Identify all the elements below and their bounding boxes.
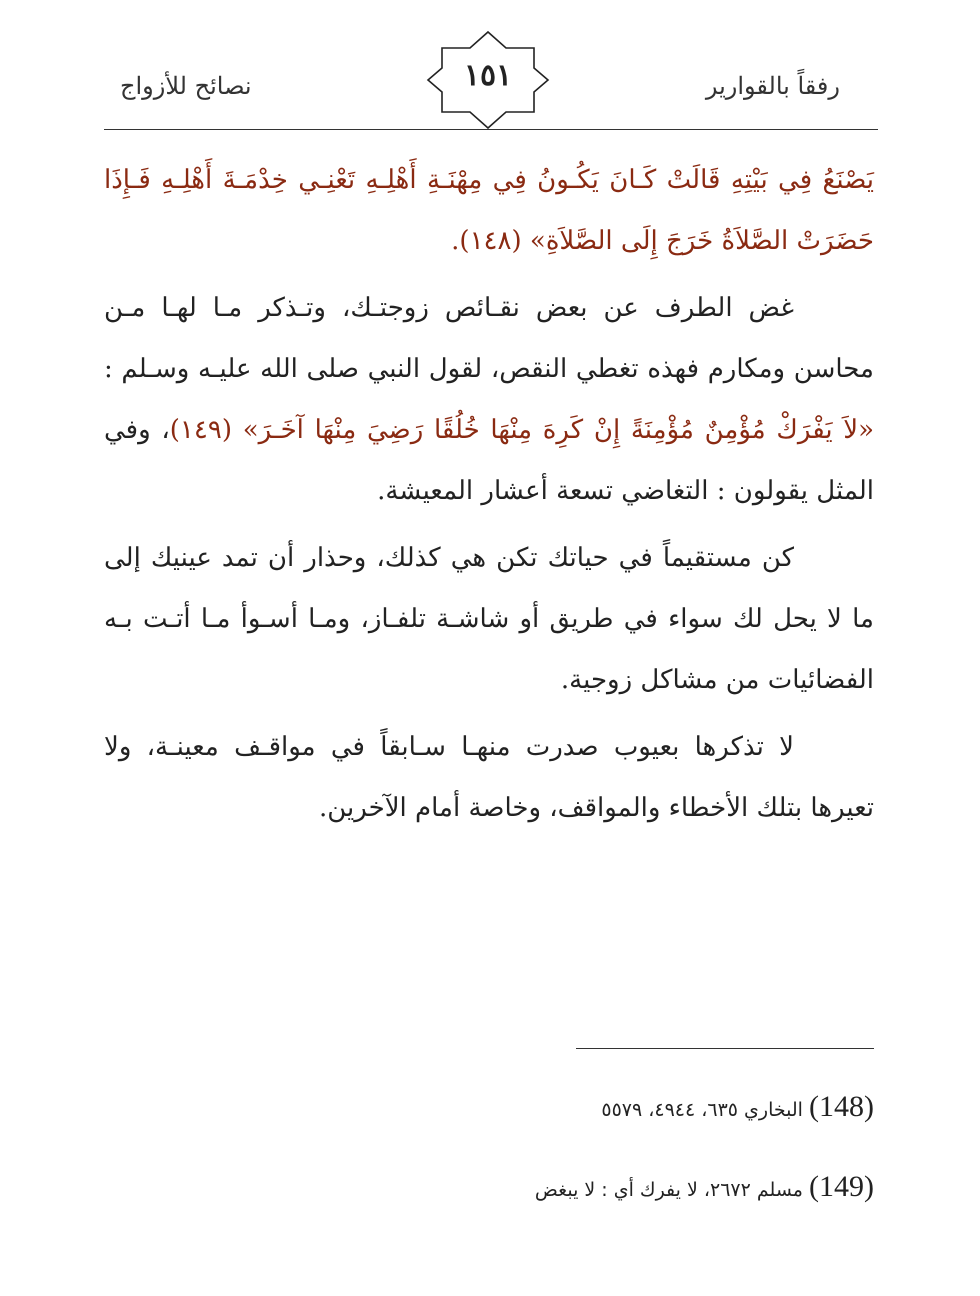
paragraph-text: ، وفي المثل يقولون : التغاضي تسعة أعشار المعيشة.: [104, 415, 874, 506]
paragraph-1: [104, 150, 874, 272]
footnote-number: (149): [809, 1170, 874, 1203]
footnote-149: [374, 1170, 874, 1204]
paragraph-4: لا تذكرها بعيوب صدرت منهـا سـابقاً في مواقـف معينـة، ولا تعيرها بتلك الأخطاء والمواقف، وخاصة أمام الآخرين.: [104, 732, 874, 823]
page-number-badge: [426, 30, 550, 130]
footnote-number: (148): [809, 1090, 874, 1123]
footnote-148: [374, 1090, 874, 1124]
header-divider: [104, 129, 878, 130]
hadith-quote: «لاَ يَفْرَكْ مُؤْمِنٌ مُؤْمِنَةً إِنْ كَرِهَ مِنْهَا خُلُقًا رَضِيَ مِنْهَا آخَـرَ»: [242, 415, 875, 445]
book-title: رفقاً بالقوارير: [705, 72, 840, 100]
paragraph-2: [104, 278, 874, 522]
hadith-quote: يَصْنَعُ فِي بَيْتِهِ قَالَتْ كَـانَ يَكُـونُ فِي مِهْنَـةِ أَهْلِـهِ تَعْنِـي خِدْمَـةَ أَهْلِـهِ فَـإِذَا حَضَرَتْ الصَّلاَةُ خَرَجَ إِلَى الصَّلاَةِ»: [104, 165, 874, 256]
footnote-text: البخاري ٦٣٥، ٤٩٤٤، ٥٥٧٩: [601, 1099, 803, 1121]
footnote-ref-149[interactable]: (١٤٩): [169, 415, 232, 445]
page-number: ١٥١: [463, 58, 513, 93]
paragraph-3: كن مستقيماً في حياتك تكن هي كذلك، وحذار أن تمد عينيك إلى ما لا يحل لك سواء في طريق أو شاشـة تلفـاز، ومـا أسـوأ مـا أتـت بـه الفضائيات من مشاكل زوجية.: [104, 543, 874, 695]
footnote-ref-148[interactable]: (١٤٨).: [451, 226, 522, 256]
body-text: [104, 150, 874, 845]
paragraph-text: غض الطرف عن بعض نقـائص زوجتـك، وتـذكر مـا لهـا مـن محاسن ومكارم فهذه تغطي النقص، لقول النبي صلى الله عليـه وسـلم :: [104, 293, 874, 384]
footnote-divider: [576, 1048, 874, 1049]
footnote-text: مسلم ٢٦٧٢، لا يفرك أي : لا يبغض: [534, 1179, 803, 1201]
chapter-title: نصائح للأزواج: [120, 72, 252, 100]
